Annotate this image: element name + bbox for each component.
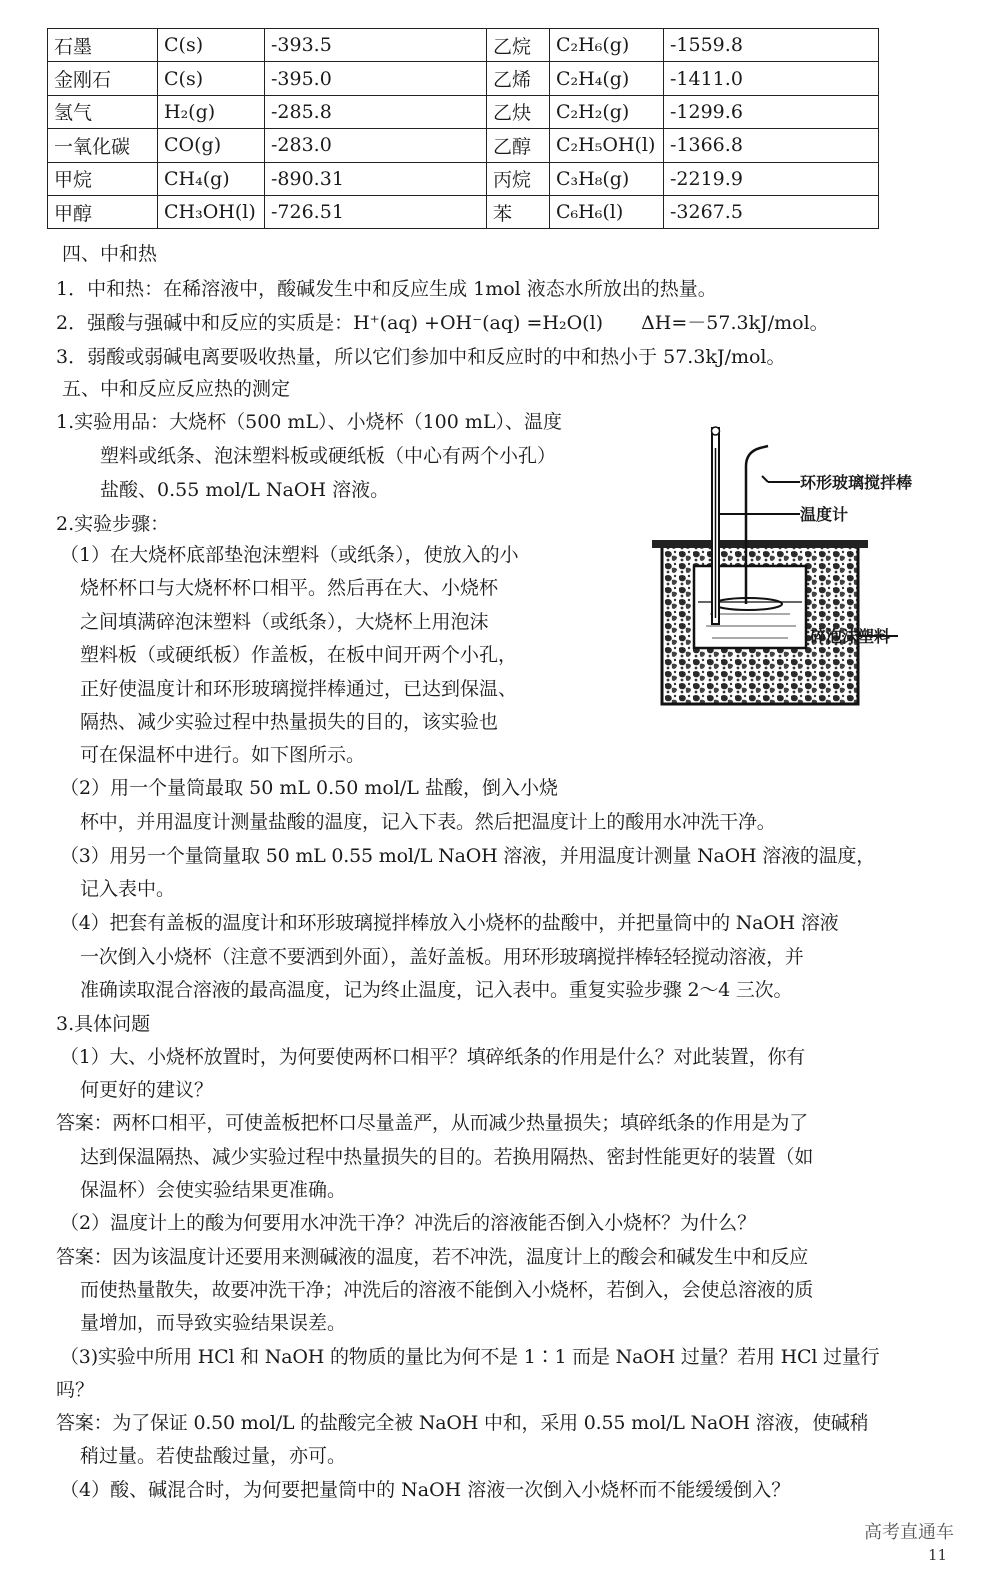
text-line: 准确读取混合溶液的最高温度，记为终止温度，记入表中。重复实验步骤 2～4 三次。: [80, 979, 793, 1001]
answer-line: 量增加，而导致实验结果误差。: [80, 1312, 347, 1334]
table-row: [48, 195, 879, 228]
text-line: （2）用一个量筒最取 50 mL 0.50 mol/L 盐酸，倒入小烧: [60, 777, 558, 799]
table-row: [48, 62, 879, 95]
answer-line: 答案：两杯口相平，可使盖板把杯口尽量盖严，从而减少热量损失；填碎纸条的作用是为了: [56, 1112, 809, 1134]
label-foam: 碎泡沫塑料: [810, 627, 891, 646]
answer-line: 答案：为了保证 0.50 mol/L 的盐酸完全被 NaOH 中和，采用 0.55 mol/L NaOH 溶液，使碱稍: [56, 1412, 869, 1434]
text-line: 1.实验用品：大烧杯（500 mL）、小烧杯（100 mL）、温度: [56, 411, 563, 433]
text-line: 正好使温度计和环形玻璃搅拌棒通过，已达到保温、: [80, 678, 518, 700]
substance-cell: 丙烷: [487, 162, 550, 195]
text-line: 塑料板（或硬纸板）作盖板，在板中间开两个小孔，: [80, 644, 518, 666]
table-row: [48, 95, 879, 128]
value-cell: -2219.9: [664, 162, 879, 195]
value-cell: -726.51: [265, 195, 487, 228]
value-cell: -283.0: [265, 129, 487, 162]
label-thermometer: 温度计: [800, 505, 849, 524]
value-cell: -1299.6: [664, 95, 879, 128]
substance-cell: 乙烯: [487, 62, 550, 95]
subheading-questions: 3.具体问题: [56, 1013, 151, 1035]
text-line: 可在保温杯中进行。如下图所示。: [80, 744, 366, 766]
formula-cell: CH₄(g): [158, 162, 265, 195]
label-stirrer: 环形玻璃搅拌棒: [800, 473, 913, 492]
formula-cell: C₆H₆(l): [550, 195, 664, 228]
calorimeter-drawing: [650, 418, 950, 708]
answer-line: 答案：因为该温度计还要用来测碱液的温度，若不冲洗，温度计上的酸会和碱发生中和反应: [56, 1246, 809, 1268]
value-cell: -3267.5: [664, 195, 879, 228]
question-line: （3)实验中所用 HCl 和 NaOH 的物质的量比为何不是 1∶1 而是 NaOH 过量？若用 HCl 过量行: [60, 1346, 880, 1368]
formula-cell: C(s): [158, 29, 265, 62]
formula-cell: CO(g): [158, 129, 265, 162]
substance-cell: 乙醇: [487, 129, 550, 162]
question-line: 何更好的建议？: [80, 1079, 214, 1101]
formula-cell: C₃H₈(g): [550, 162, 664, 195]
subheading-steps: 2.实验步骤：: [56, 513, 170, 535]
formula-cell: C₂H₆(g): [550, 29, 664, 62]
table-row: [48, 29, 879, 62]
value-cell: -1366.8: [664, 129, 879, 162]
text-line: 盐酸、0.55 mol/L NaOH 溶液。: [100, 479, 390, 501]
text-line: 一次倒入小烧杯（注意不要洒到外面），盖好盖板。用环形玻璃搅拌棒轻轻搅动溶液，并: [80, 946, 804, 968]
calorimeter-figure: [650, 418, 950, 708]
formula-cell: H₂(g): [158, 95, 265, 128]
substance-cell: 氢气: [48, 95, 158, 128]
substance-cell: 乙烷: [487, 29, 550, 62]
answer-line: 达到保温隔热、减少实验过程中热量损失的目的。若换用隔热、密封性能更好的装置（如: [80, 1146, 814, 1168]
value-cell: -285.8: [265, 95, 487, 128]
text-line: 2．强酸与强碱中和反应的实质是：H⁺(aq) +OH⁻(aq) =H₂O(l) ΔH=－57.3kJ/mol。: [56, 312, 829, 334]
substance-cell: 金刚石: [48, 62, 158, 95]
page-number: 11: [928, 1546, 948, 1564]
text-line: （4）把套有盖板的温度计和环形玻璃搅拌棒放入小烧杯的盐酸中，并把量筒中的 NaOH 溶液: [60, 912, 839, 934]
question-line: （1）大、小烧杯放置时，为何要使两杯口相平？填碎纸条的作用是什么？对此装置，你有: [60, 1046, 806, 1068]
substance-cell: 苯: [487, 195, 550, 228]
formula-cell: C(s): [158, 62, 265, 95]
substance-cell: 甲烷: [48, 162, 158, 195]
watermark: 高考直通车: [864, 1522, 954, 1543]
value-cell: -1559.8: [664, 29, 879, 62]
substance-cell: 乙炔: [487, 95, 550, 128]
value-cell: -890.31: [265, 162, 487, 195]
text-line: 记入表中。: [80, 878, 176, 900]
answer-line: 而使热量散失，故要冲洗干净；冲洗后的溶液不能倒入小烧杯，若倒入，会使总溶液的质: [80, 1279, 814, 1301]
value-cell: -393.5: [265, 29, 487, 62]
text-line: 塑料或纸条、泡沫塑料板或硬纸板（中心有两个小孔）: [100, 445, 557, 467]
question-line: 吗？: [56, 1379, 95, 1401]
formula-cell: C₂H₅OH(l): [550, 129, 664, 162]
substance-cell: 甲醇: [48, 195, 158, 228]
answer-line: 保温杯）会使实验结果更准确。: [80, 1179, 347, 1201]
text-line: 1．中和热：在稀溶液中，酸碱发生中和反应生成 1mol 液态水所放出的热量。: [56, 278, 717, 300]
formula-cell: C₂H₄(g): [550, 62, 664, 95]
text-line: （1）在大烧杯底部垫泡沫塑料（或纸条），使放入的小: [60, 544, 519, 566]
text-line: 烧杯杯口与大烧杯杯口相平。然后再在大、小烧杯: [80, 577, 499, 599]
formula-cell: CH₃OH(l): [158, 195, 265, 228]
section-heading-neutralization: 四、中和热: [62, 243, 158, 265]
table-row: [48, 162, 879, 195]
table-row: [48, 129, 879, 162]
text-line: 3．弱酸或弱碱电离要吸收热量，所以它们参加中和反应时的中和热小于 57.3kJ/mol。: [56, 346, 786, 368]
value-cell: -395.0: [265, 62, 487, 95]
formula-cell: C₂H₂(g): [550, 95, 664, 128]
question-line: （4）酸、碱混合时，为何要把量筒中的 NaOH 溶液一次倒入小烧杯而不能缓缓倒入？: [60, 1479, 791, 1501]
text-line: （3）用另一个量筒量取 50 mL 0.55 mol/L NaOH 溶液，并用温度计测量 NaOH 溶液的温度，: [60, 845, 876, 867]
substance-cell: 一氧化碳: [48, 129, 158, 162]
text-line: 之间填满碎泡沫塑料（或纸条），大烧杯上用泡沫: [80, 611, 489, 633]
question-line: （2）温度计上的酸为何要用水冲洗干净？冲洗后的溶液能否倒入小烧杯？为什么？: [60, 1212, 757, 1234]
text-line: 杯中，并用温度计测量盐酸的温度，记入下表。然后把温度计上的酸用水冲洗干净。: [80, 811, 776, 833]
text-line: 隔热、减少实验过程中热量损失的目的，该实验也: [80, 711, 499, 733]
answer-line: 稍过量。若使盐酸过量，亦可。: [80, 1445, 347, 1467]
section-heading-measurement: 五、中和反应反应热的测定: [62, 378, 291, 400]
combustion-heat-table: [47, 28, 879, 229]
substance-cell: 石墨: [48, 29, 158, 62]
value-cell: -1411.0: [664, 62, 879, 95]
